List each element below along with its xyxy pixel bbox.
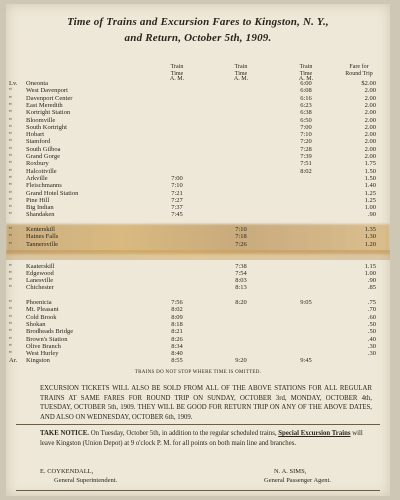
round-trip-fare: .30	[367, 342, 376, 350]
train-time-2: 8:20	[235, 299, 247, 306]
take-notice-paragraph	[40, 429, 370, 449]
train-time-3: 9:45	[300, 357, 312, 365]
station-name: Shokan	[26, 320, 46, 328]
round-trip-fare: .90	[367, 277, 376, 285]
round-trip-fare: $2.00	[361, 80, 376, 87]
station-name: Big Indian	[26, 204, 54, 212]
row-prefix: “	[9, 101, 12, 109]
train-time-3: 6:50	[300, 116, 312, 124]
row-prefix: “	[9, 109, 12, 117]
train-time-1: 8:02	[171, 306, 183, 314]
round-trip-fare: 2.00	[364, 101, 376, 109]
signature-left	[40, 467, 117, 485]
row-prefix: Ar.	[9, 357, 18, 365]
title-line-2: and Return, October 5th, 1909.	[124, 32, 272, 44]
train-time-1: 8:34	[171, 342, 183, 350]
station-name: Bloomville	[26, 116, 56, 124]
round-trip-fare: 2.00	[364, 87, 376, 95]
round-trip-fare: .90	[367, 211, 376, 219]
train-time-3: 7:00	[300, 123, 312, 131]
row-prefix: “	[9, 196, 12, 204]
round-trip-fare: 1.00	[364, 269, 376, 277]
station-name: Grand Gorge	[26, 153, 60, 160]
row-prefix: “	[9, 145, 12, 153]
station-name: Pine Hill	[26, 196, 50, 204]
column-header-fare: Fare for Round Trip	[345, 64, 373, 77]
column-header-train-time-1: Train Time	[170, 64, 184, 77]
round-trip-fare: 1.35	[364, 226, 376, 233]
round-trip-fare: 2.00	[364, 116, 376, 124]
row-prefix: “	[9, 116, 12, 124]
station-name: Kaaterskill	[26, 262, 55, 270]
station-name: Tannersville	[26, 240, 59, 248]
train-time-2: 7:18	[235, 233, 247, 241]
train-time-1: 8:18	[171, 320, 183, 328]
row-prefix: “	[9, 277, 12, 285]
row-prefix: “	[9, 342, 12, 350]
row-prefix: “	[9, 167, 12, 175]
station-name: Haines Falls	[26, 233, 59, 241]
round-trip-fare: 1.20	[364, 240, 376, 248]
round-trip-fare: 2.00	[364, 109, 376, 117]
round-trip-fare: .70	[367, 306, 376, 314]
row-prefix: “	[9, 350, 12, 358]
station-name: Arkville	[26, 174, 48, 182]
train-time-2: 7:26	[235, 240, 247, 248]
take-notice-text-2: will leave Kingston (Union Depot) at 9 o'clock P. M. for all points on both main line and branches.	[40, 430, 363, 447]
round-trip-fare: 1.30	[364, 233, 376, 241]
train-time-1: 7:21	[171, 189, 183, 197]
station-name: Mt. Pleasant	[26, 306, 59, 314]
station-name: Kenterskill	[26, 226, 55, 233]
row-prefix: “	[9, 182, 12, 190]
am-label-3: A. M.	[298, 76, 314, 82]
round-trip-fare: 2.00	[364, 123, 376, 131]
train-time-3: 7:20	[300, 138, 312, 146]
excursion-paragraph: EXCURSION TICKETS WILL ALSO BE SOLD FROM ALL OF THE ABOVE STATIONS FOR ALL REGULAR TRAINS AT SAME FARES FOR ROUND TRIP ON SUNDAY, OCTOBER 3rd, MONDAY, OCTOBER 4th, TUESDAY, OCTOBER 5th, 1909. THEY WILL BE GOOD FOR RETURN TRIP ON ANY OF THE ABOVE DATES, AND ALSO ON WEDNESDAY, OCTOBER 6th, 1909.	[40, 385, 372, 421]
row-prefix: “	[9, 174, 12, 182]
station-name: Chichester	[26, 284, 54, 292]
train-time-2: 7:54	[235, 269, 247, 277]
round-trip-fare: 2.00	[364, 145, 376, 153]
station-name: Kingston	[26, 357, 50, 365]
row-prefix: “	[9, 284, 12, 292]
round-trip-fare: .60	[367, 313, 376, 321]
station-name: Halcottville	[26, 167, 57, 175]
station-name: Cold Brook	[26, 313, 57, 321]
train-time-3: 6:08	[300, 87, 312, 95]
station-name: Oneonta	[26, 80, 49, 87]
station-name: Shandaken	[26, 211, 55, 219]
title-line-1: Time of Trains and Excursion Fares to Kingston, N. Y.,	[67, 16, 329, 28]
round-trip-fare: 2.00	[364, 138, 376, 146]
am-label-1: A. M.	[169, 76, 185, 82]
timetable-row	[6, 357, 390, 365]
row-prefix: “	[9, 87, 12, 95]
row-prefix: “	[9, 313, 12, 321]
station-name: Phoenicia	[26, 299, 52, 306]
timetable-sheet	[6, 4, 390, 496]
station-name: South Gilboa	[26, 145, 61, 153]
round-trip-fare: 1.25	[364, 189, 376, 197]
station-name: Brodheads Bridge	[26, 328, 74, 336]
round-trip-fare: 1.00	[364, 204, 376, 212]
train-time-3: 8:02	[300, 167, 312, 175]
row-prefix: “	[9, 233, 12, 241]
row-prefix: “	[9, 204, 12, 212]
page-title	[6, 14, 390, 46]
round-trip-fare: .30	[367, 350, 376, 358]
round-trip-fare: .50	[367, 328, 376, 336]
train-time-1: 7:27	[171, 196, 183, 204]
round-trip-fare: 1.75	[364, 160, 376, 168]
train-time-1: 7:00	[171, 174, 183, 182]
row-prefix: “	[9, 131, 12, 139]
row-prefix: “	[9, 240, 12, 248]
train-time-3: 7:28	[300, 145, 312, 153]
omitted-time-note: TRAINS DO NOT STOP WHERE TIME IS OMITTED.	[134, 370, 262, 375]
train-time-1: 7:56	[171, 299, 183, 306]
row-prefix: “	[9, 160, 12, 168]
station-name: Grand Hotel Station	[26, 189, 79, 197]
round-trip-fare: 1.50	[364, 174, 376, 182]
station-name: Fleischmanns	[26, 182, 62, 190]
signature-right-name: N. A. SIMS,	[274, 468, 307, 475]
train-time-3: 6:23	[300, 101, 312, 109]
train-time-1: 7:10	[171, 182, 183, 190]
round-trip-fare: .50	[367, 320, 376, 328]
signature-left-title: General Superintendent.	[54, 477, 118, 484]
train-time-1: 8:21	[171, 328, 183, 336]
row-prefix: “	[9, 306, 12, 314]
row-prefix: “	[9, 138, 12, 146]
divider-bottom	[16, 490, 380, 491]
train-time-1: 8:09	[171, 313, 183, 321]
train-time-3: 7:51	[300, 160, 312, 168]
row-prefix: “	[9, 262, 12, 270]
round-trip-fare: .75	[367, 299, 376, 306]
round-trip-fare: 2.00	[364, 131, 376, 139]
round-trip-fare: .85	[367, 284, 376, 292]
row-prefix: “	[9, 226, 12, 233]
row-prefix: “	[9, 211, 12, 219]
station-name: Olive Branch	[26, 342, 61, 350]
row-prefix: “	[9, 328, 12, 336]
train-time-3: 7:10	[300, 131, 312, 139]
round-trip-fare: 2.00	[364, 94, 376, 102]
take-notice-text-1: On Tuesday, October 5th, in addition to the regular scheduled trains,	[90, 430, 277, 437]
row-prefix: “	[9, 94, 12, 102]
train-time-3: 6:38	[300, 109, 312, 117]
train-time-1: 8:40	[171, 350, 183, 358]
round-trip-fare: 1.50	[364, 167, 376, 175]
round-trip-fare: .40	[367, 335, 376, 343]
signature-right	[264, 467, 331, 485]
row-prefix: “	[9, 153, 12, 160]
row-prefix: “	[9, 320, 12, 328]
train-time-3: 7:39	[300, 153, 312, 160]
station-name: Lanesville	[26, 277, 54, 285]
station-name: Davenport Center	[26, 94, 73, 102]
column-header-train-time-3: Train Time	[299, 64, 313, 77]
am-label-2: A. M.	[233, 76, 249, 82]
station-name: Hobart	[26, 131, 45, 139]
train-time-1: 8:55	[171, 357, 183, 365]
special-trains-text: Special Excursion Trains	[278, 430, 351, 437]
train-time-2: 7:10	[235, 226, 247, 233]
row-prefix: “	[9, 123, 12, 131]
station-name: Brown's Station	[26, 335, 68, 343]
train-time-1: 7:45	[171, 211, 183, 219]
train-time-2: 8:03	[235, 277, 247, 285]
train-time-2: 9:20	[235, 357, 247, 365]
train-time-1: 7:37	[171, 204, 183, 212]
row-prefix: “	[9, 335, 12, 343]
round-trip-fare: 2.00	[364, 153, 376, 160]
station-name: Stamford	[26, 138, 51, 146]
station-name: West Davenport	[26, 87, 68, 95]
station-name: East Meredith	[26, 101, 63, 109]
train-time-3: 9:05	[300, 299, 312, 306]
round-trip-fare: 1.15	[364, 262, 376, 270]
train-time-3: 6:16	[300, 94, 312, 102]
train-time-2: 7:38	[235, 262, 247, 270]
row-prefix: Lv.	[9, 80, 18, 87]
station-name: South Kortright	[26, 123, 67, 131]
signature-right-title: General Passenger Agent.	[264, 477, 331, 484]
station-name: Roxbury	[26, 160, 49, 168]
column-header-train-time-2: Train Time	[234, 64, 248, 77]
station-name: Kortright Station	[26, 109, 71, 117]
take-notice-lead: TAKE NOTICE.	[40, 430, 89, 437]
row-prefix: “	[9, 299, 12, 306]
train-time-3: 6:00	[300, 80, 312, 87]
signature-left-name: E. COYKENDALL,	[40, 468, 94, 475]
row-prefix: “	[9, 269, 12, 277]
round-trip-fare: 1.40	[364, 182, 376, 190]
train-time-1: 8:26	[171, 335, 183, 343]
round-trip-fare: 1.25	[364, 196, 376, 204]
station-name: Edgewood	[26, 269, 54, 277]
station-name: West Hurley	[26, 350, 59, 358]
divider-top	[16, 424, 380, 425]
row-prefix: “	[9, 189, 12, 197]
train-time-2: 8:13	[235, 284, 247, 292]
